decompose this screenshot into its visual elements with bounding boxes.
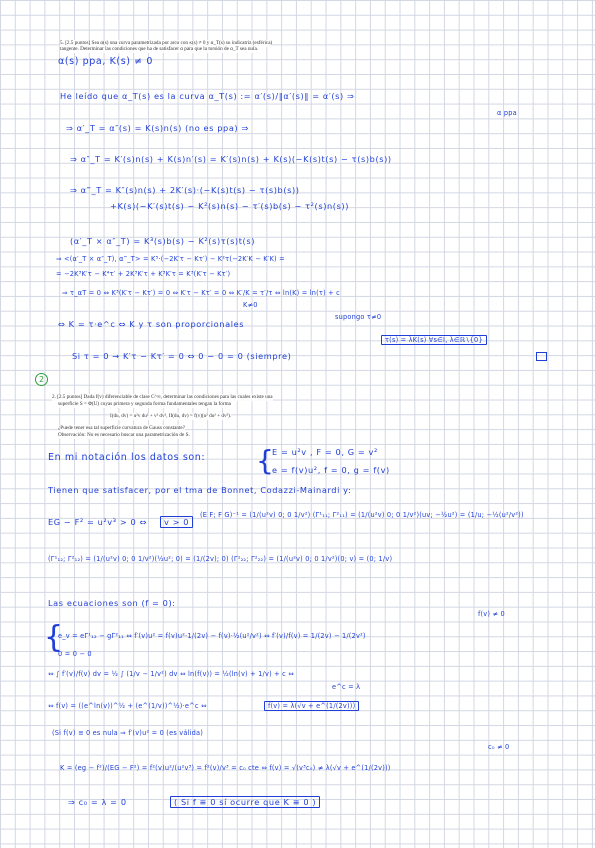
p1-line-tau-zero: Si τ = 0 → K′τ − Kτ′ = 0 ⇔ 0 − 0 = 0 (siempre) — [72, 351, 292, 361]
p1-result-box — [381, 334, 487, 346]
p1-note-suppose: supongo τ≠0 — [335, 313, 382, 321]
p2-note-ec-lambda: e^c = λ — [332, 683, 361, 691]
p2-final-text: ( Si f ≡ 0 sí ocurre que K ≡ 0 ) — [170, 796, 320, 808]
p2-f-result-text: f(v) = λ(√v + e^(1/(2v))) — [264, 701, 359, 711]
p2-line-f-zero-case: (Si f(v) ≡ 0 es nula ⇒ f′(v)u² = 0 (es válida) — [52, 729, 204, 737]
p2-line-first-form: E = u²v , F = 0, G = v² — [272, 447, 378, 457]
p2-line-eg-f2: EG − F² = u²v³ > 0 ⇔ — [48, 517, 147, 527]
p2-brace-equations: { — [44, 620, 64, 655]
problem1-statement-line2: tangente. Determinar las condiciones que ha de satisfacer α para que la torsión de α_T sea nula. — [60, 46, 259, 52]
p1-line-simplification: = −2K³K′τ − K⁴τ′ + 2K³K′τ + K³K′τ = K³(K′τ − Kτ′) — [56, 270, 231, 278]
p2-line-bonnet: Tienen que satisfacer, por el tma de Bonnet, Codazzi-Mainardi y: — [48, 485, 352, 495]
p1-line-third-derivative-a: ⇒ α‴_T = K″(s)n(s) + 2K′(s)·(−K(s)t(s) − τ(s)b(s)) — [70, 185, 300, 195]
p1-line-hypothesis: α(s) ppa, K(s) ≠ 0 — [58, 56, 154, 67]
p1-line-proportional: ⇔ K = τ·e^c ⇔ K y τ son proporcionales — [58, 319, 245, 329]
p2-line-f-expression: ⇔ f(v) = ((e^ln(v))^½ + (e^(1/v))^½)·e^c ⇔ — [48, 702, 207, 710]
problem2-statement-line4: ¿Puede tener esa tal superficie curvatura de Gauss constante? — [58, 425, 186, 431]
p1-line-ppa-note: α ppa — [497, 109, 517, 117]
p2-line-equations: Las ecuaciones son (f = 0): — [48, 598, 176, 608]
problem2-statement-line3: I(du, dv) = u²v du² + v² dv², II(du, dv) = f(v)(u² du² + dv²). — [110, 413, 232, 419]
p1-line-definition: He leído que α_T(s) es la curva α_T(s) := α′(s)/‖α′(s)‖ = α′(s) ⇒ — [60, 91, 355, 101]
p1-line-triple-product: ⇒ <(α′_T × α″_T), α‴_T> = K⁵·(−2K′τ − Kτ′) − K²τ(−2K′K − K′K) = — [56, 255, 285, 263]
p2-f-result-box — [264, 700, 359, 712]
p2-line-integration: ⇔ ∫ f′(v)/f(v) dv = ½ ∫ (1/v − 1/v²) dv ⇔ ln(f(v)) = ½(ln(v) + 1/v) + c ⇔ — [48, 670, 295, 678]
p2-note-f-nonzero: f(v) ≠ 0 — [478, 610, 505, 618]
p1-line-torsion-zero: ⇒ τ_αT = 0 ⇔ K³(K′τ − Kτ′) = 0 ⇔ K′τ − Kτ′ = 0 ⇔ K′/K = τ′/τ ⇔ ln(K) = ln(τ) + c — [62, 289, 340, 297]
p2-final-box — [170, 796, 320, 808]
problem2-statement-line5: Observación: No es necesario buscar una parametrización de S. — [58, 432, 190, 438]
p2-v-positive-box — [160, 516, 193, 528]
p2-line-codazzi-2: 0 = 0 − 0 — [58, 650, 92, 658]
p1-result-text: τ(s) = λK(s) ∀s∈I, λ∈ℝ∖{0} — [381, 335, 487, 345]
problem1-statement-line1: 5. [2.5 puntos] Sea α(s) una curva parametrizada por arco con κ(s) ≠ 0 y α_T(s) su indicatriz (esférica) — [60, 40, 273, 46]
problem2-statement-line2: superficie S = Φ(U) cuyas primera y segunda forma fundamentales tengan la forma — [58, 401, 231, 407]
p1-line-first-derivative: ⇒ α′_T = α″(s) = K(s)n(s) (no es ppa) ⇒ — [66, 123, 249, 133]
p2-v-positive-text: v > 0 — [160, 516, 193, 528]
p2-line-notation: En mi notación los datos son: — [48, 452, 206, 463]
p1-line-third-derivative-b: +K(s)(−K′(s)t(s) − K²(s)n(s) − τ′(s)b(s) − τ²(s)n(s)) — [110, 201, 350, 211]
end-of-proof-mark — [536, 352, 547, 361]
p2-note-c0-nonzero: c₀ ≠ 0 — [488, 743, 510, 751]
p1-line-second-derivative: ⇒ α″_T = K′(s)n(s) + K(s)n′(s) = K′(s)n(s) + K(s)(−K(s)t(s) − τ(s)b(s)) — [70, 154, 392, 164]
p1-note-k-nonzero: K≠0 — [243, 301, 258, 309]
p1-line-cross-product: (α′_T × α″_T) = K³(s)b(s) − K²(s)τ(s)t(s) — [70, 236, 255, 246]
p2-line-second-form: e = f(v)u², f = 0, g = f(v) — [272, 465, 390, 475]
p2-line-gamma12-gamma22: (Γ¹₁₂; Γ²₁₂) = (1/(u²v) 0; 0 1/v²)(½u²; 0) = (1/(2v); 0) (Γ¹₂₂; Γ²₂₂) = (1/(u²v) 0; 0 1/v²)(0; v) = (0; 1/v) — [48, 555, 393, 563]
problem2-statement-line1: 2. [2.5 puntos] Dada f(v) diferenciable de clase C^∞, determinar las condiciones para las cuales existe una — [52, 394, 273, 400]
p2-line-inverse-and-gamma11: (E F; F G)⁻¹ = (1/(u²v) 0; 0 1/v²) (Γ¹₁₁; Γ²₁₁) = (1/(u²v) 0; 0 1/v²)(uv; −½u²) = (1/u; −½(u²/v²)) — [200, 511, 524, 519]
p2-line-gauss-curvature: K = (eg − f²)/(EG − F²) = f²(v)u²/(u²v³) = f²(v)/v³ = c₀ cte ⇔ f(v) = √(v³c₀) ≠ λ(√v + e^(1/(2v))) — [60, 764, 391, 772]
p2-line-c0-lambda: ⇒ c₀ = λ = 0 — [68, 797, 127, 807]
p2-line-codazzi-1: e_v = eΓ¹₁₂ − gΓ²₁₁ ⇔ f′(v)u² = f(v)u²·1/(2v) − f(v)·½(u²/v²) ⇔ f′(v)/f(v) = 1/(2v) − 1/(2v²) — [58, 632, 366, 640]
p2-brace-data: { — [256, 444, 274, 477]
problem2-number-circle: 2 — [35, 373, 48, 386]
